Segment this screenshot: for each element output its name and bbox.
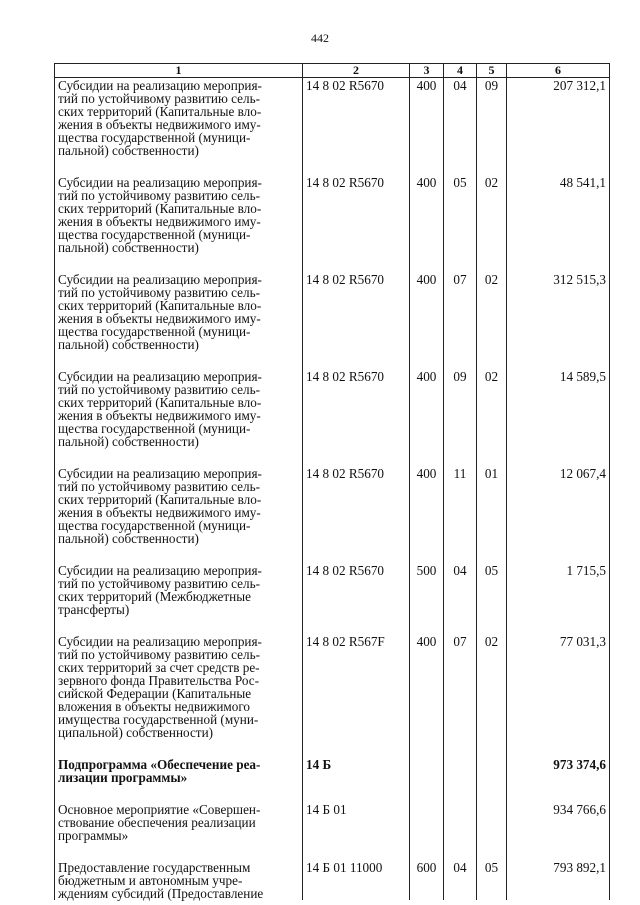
- row-amount-cell: [507, 466, 610, 563]
- row-code-text: 14 Б 01: [306, 802, 347, 817]
- row-column-5-text: 05: [484, 563, 499, 578]
- row-column-3-text: 600: [416, 860, 437, 875]
- row-code-cell: [303, 466, 410, 563]
- row-code-text: 14 Б 01 11000: [306, 860, 383, 875]
- table-row: [55, 757, 610, 802]
- row-column-5-cell: [477, 634, 507, 757]
- column-header-1: 1: [55, 64, 303, 78]
- row-column-5-text: 05: [484, 860, 499, 875]
- row-column-4-text: 04: [453, 78, 467, 93]
- row-amount-text: 77 031,3: [559, 634, 606, 649]
- row-name-text: Субсидии на реализацию мероприя- тий по устойчивому развитию сель- ских территорий (Капитальные вло- жения в объекты недвижимого иму- щества государственной (муници- пальной) собственности): [58, 272, 262, 352]
- row-amount-cell: [507, 634, 610, 757]
- row-amount-cell: [507, 860, 610, 900]
- row-column-4-text: 07: [453, 634, 467, 649]
- row-code-cell: [303, 78, 410, 176]
- row-column-5-cell: [477, 860, 507, 900]
- row-column-5-text: 09: [484, 78, 499, 93]
- row-column-5-text: 02: [484, 369, 499, 384]
- row-column-3-cell: [410, 175, 444, 272]
- column-header-2: 2: [303, 64, 410, 78]
- row-column-5-cell: [477, 802, 507, 860]
- row-name-text: Субсидии на реализацию мероприя- тий по устойчивому развитию сель- ских территорий (Капитальные вло- жения в объекты недвижимого иму- щества государственной (муници- пальной) собственности): [58, 466, 262, 546]
- budget-table: [54, 63, 610, 900]
- row-column-5-cell: [477, 78, 507, 176]
- row-amount-cell: [507, 272, 610, 369]
- column-header-3: 3: [410, 64, 444, 78]
- row-column-4-cell: [444, 369, 477, 466]
- row-name-text: Субсидии на реализацию мероприя- тий по устойчивому развитию сель- ских территорий (Капитальные вло- жения в объекты недвижимого иму- щества государственной (муници- пальной) собственности): [58, 78, 262, 158]
- row-amount-cell: [507, 757, 610, 802]
- row-code-text: 14 Б: [306, 757, 332, 772]
- row-column-4-cell: [444, 272, 477, 369]
- row-code-cell: [303, 860, 410, 900]
- row-name-text: Субсидии на реализацию мероприя- тий по устойчивому развитию сель- ских территорий (Капитальные вло- жения в объекты недвижимого иму- щества государственной (муници- пальной) собственности): [58, 369, 262, 449]
- row-code-text: 14 8 02 R5670: [306, 175, 385, 190]
- table-row: [55, 802, 610, 860]
- row-name-cell: [55, 369, 303, 466]
- row-name-text: Субсидии на реализацию мероприя- тий по устойчивому развитию сель- ских территорий (Межбюджетные трансферты): [58, 563, 262, 617]
- row-column-3-text: 500: [416, 563, 437, 578]
- row-column-4-cell: [444, 78, 477, 176]
- row-column-3-cell: [410, 563, 444, 634]
- row-name-cell: [55, 466, 303, 563]
- row-amount-text: 14 589,5: [559, 369, 606, 384]
- table-row: [55, 369, 610, 466]
- row-column-3-text: 400: [416, 175, 437, 190]
- row-amount-cell: [507, 369, 610, 466]
- row-code-cell: [303, 369, 410, 466]
- row-column-4-cell: [444, 757, 477, 802]
- row-name-text: Субсидии на реализацию мероприя- тий по устойчивому развитию сель- ских территорий (Капитальные вло- жения в объекты недвижимого иму- щества государственной (муници- пальной) собственности): [58, 175, 262, 255]
- column-header-6: 6: [507, 64, 610, 78]
- row-amount-text: 1 715,5: [566, 563, 606, 578]
- row-column-4-cell: [444, 802, 477, 860]
- row-name-cell: [55, 175, 303, 272]
- row-column-3-cell: [410, 757, 444, 802]
- row-amount-cell: [507, 78, 610, 176]
- row-code-text: 14 8 02 R5670: [306, 272, 385, 287]
- row-code-cell: [303, 757, 410, 802]
- row-name-cell: [55, 757, 303, 802]
- page-number: 442: [311, 31, 329, 45]
- row-column-4-text: 07: [453, 272, 467, 287]
- row-column-3-text: 400: [416, 466, 437, 481]
- row-column-5-cell: [477, 175, 507, 272]
- row-name-text: Подпрограмма «Обеспечение реа- лизации программы»: [58, 757, 261, 785]
- row-code-cell: [303, 175, 410, 272]
- row-name-text: Основное мероприятие «Совершен- ствование обеспечения реализации программы»: [58, 802, 261, 843]
- row-column-5-cell: [477, 369, 507, 466]
- row-column-3-cell: [410, 78, 444, 176]
- row-code-text: 14 8 02 R5670: [306, 563, 385, 578]
- row-code-cell: [303, 802, 410, 860]
- row-column-4-text: 09: [453, 369, 467, 384]
- row-code-text: 14 8 02 R5670: [306, 369, 385, 384]
- row-amount-cell: [507, 175, 610, 272]
- row-column-5-cell: [477, 466, 507, 563]
- table-header-row: [55, 64, 610, 78]
- row-code-text: 14 8 02 R5670: [306, 78, 385, 93]
- row-name-text: Субсидии на реализацию мероприя- тий по устойчивому развитию сель- ских территорий за счет средств ре- зервного фонда Правительства Рос- сийской Федерации (Капитальные вложения в объекты недвижимого имущества государственной (муни- ципальной) собственности): [58, 634, 262, 740]
- row-name-cell: [55, 802, 303, 860]
- table-row: [55, 563, 610, 634]
- row-code-cell: [303, 563, 410, 634]
- row-column-3-text: 400: [416, 634, 437, 649]
- table-row: [55, 860, 610, 900]
- row-column-3-text: 400: [416, 369, 437, 384]
- row-column-4-cell: [444, 175, 477, 272]
- row-code-text: 14 8 02 R567F: [306, 634, 385, 649]
- row-amount-cell: [507, 563, 610, 634]
- row-column-5-cell: [477, 272, 507, 369]
- table-row: [55, 175, 610, 272]
- row-column-4-text: 04: [453, 563, 467, 578]
- row-amount-text: 48 541,1: [559, 175, 606, 190]
- row-amount-cell: [507, 802, 610, 860]
- row-column-3-cell: [410, 802, 444, 860]
- row-column-3-cell: [410, 369, 444, 466]
- row-column-4-text: 04: [453, 860, 467, 875]
- row-column-4-text: 11: [453, 466, 467, 481]
- row-column-3-cell: [410, 634, 444, 757]
- row-amount-text: 793 892,1: [553, 860, 606, 875]
- row-column-3-cell: [410, 272, 444, 369]
- row-column-3-text: 400: [416, 272, 437, 287]
- row-name-text: Предоставление государственным бюджетным и автономным учре- ждениям субсидий (Предоставление: [58, 860, 264, 901]
- row-column-5-text: 01: [484, 466, 499, 481]
- row-code-cell: [303, 272, 410, 369]
- row-column-3-text: 400: [416, 78, 437, 93]
- table-row: [55, 466, 610, 563]
- table-row: [55, 272, 610, 369]
- row-column-4-cell: [444, 634, 477, 757]
- row-column-4-text: 05: [453, 175, 467, 190]
- table-row: [55, 78, 610, 176]
- row-column-5-cell: [477, 757, 507, 802]
- row-amount-text: 12 067,4: [559, 466, 606, 481]
- row-code-text: 14 8 02 R5670: [306, 466, 385, 481]
- row-name-cell: [55, 563, 303, 634]
- row-amount-text: 312 515,3: [553, 272, 606, 287]
- table-row: [55, 634, 610, 757]
- row-column-3-cell: [410, 860, 444, 900]
- row-name-cell: [55, 78, 303, 176]
- row-name-cell: [55, 272, 303, 369]
- row-column-5-text: 02: [484, 634, 499, 649]
- row-name-cell: [55, 634, 303, 757]
- column-header-5: 5: [477, 64, 507, 78]
- row-column-5-text: 02: [484, 272, 499, 287]
- row-column-4-cell: [444, 563, 477, 634]
- column-header-4: 4: [444, 64, 477, 78]
- row-column-3-cell: [410, 466, 444, 563]
- row-amount-text: 934 766,6: [553, 802, 606, 817]
- row-column-4-cell: [444, 860, 477, 900]
- row-code-cell: [303, 634, 410, 757]
- row-name-cell: [55, 860, 303, 900]
- row-column-4-cell: [444, 466, 477, 563]
- row-column-5-text: 02: [484, 175, 499, 190]
- row-amount-text: 973 374,6: [553, 757, 606, 772]
- row-column-5-cell: [477, 563, 507, 634]
- row-amount-text: 207 312,1: [553, 78, 606, 93]
